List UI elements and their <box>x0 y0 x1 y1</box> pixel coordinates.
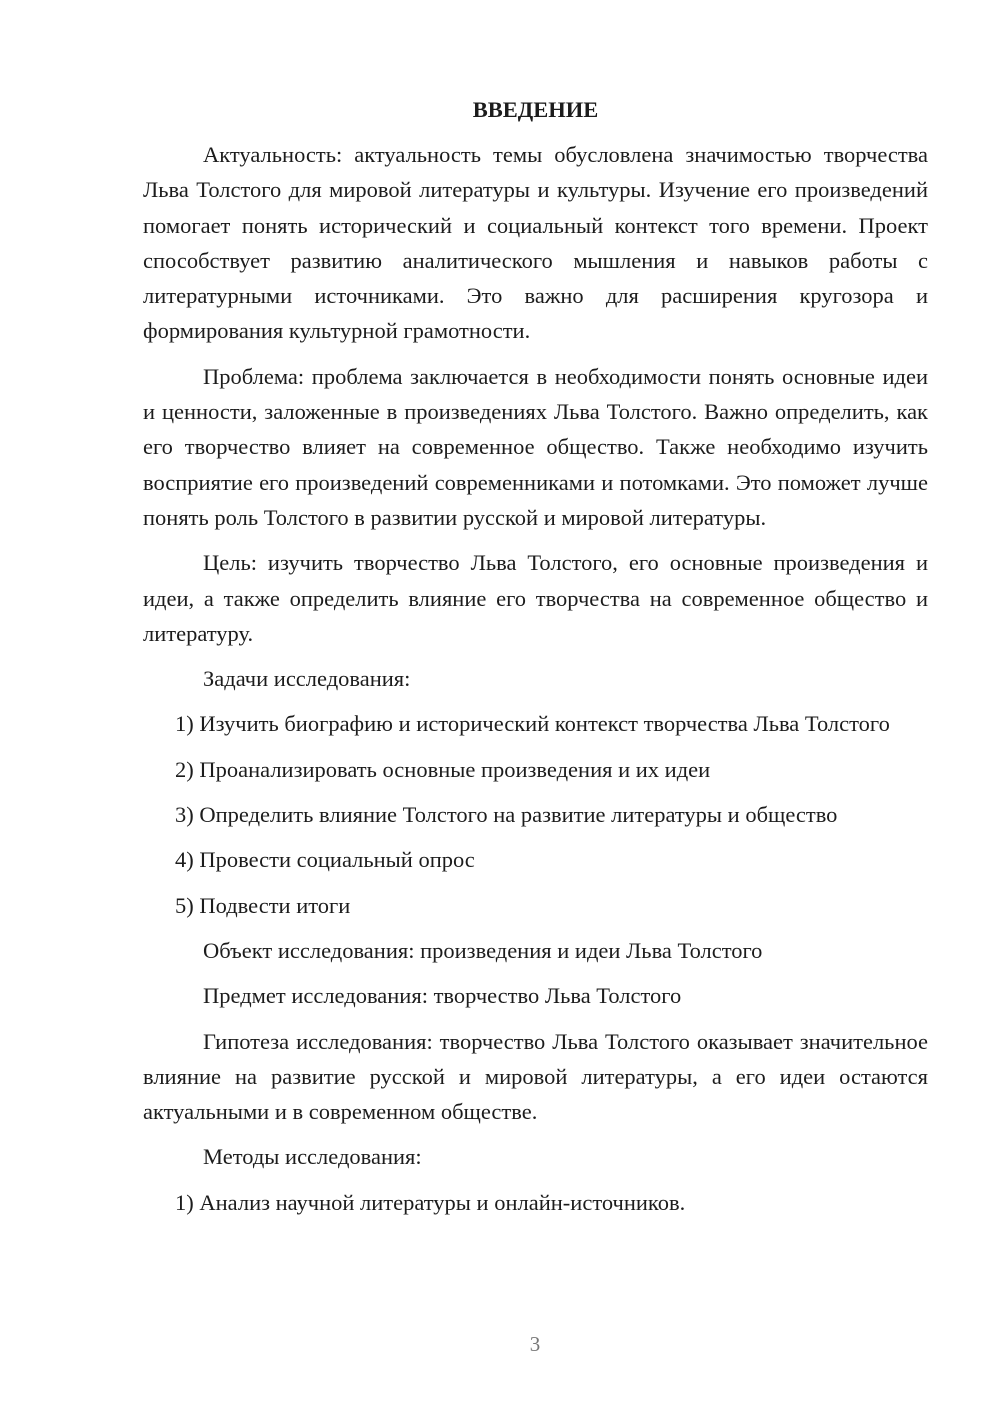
task-item-3: 3) Определить влияние Толстого на развитие литературы и общество <box>175 802 838 828</box>
tasks-title: Задачи исследования: <box>203 666 411 692</box>
hypothesis-paragraph: Гипотеза исследования: творчество Льва Толстого оказывает значительное влияние на развитие русской и мировой литературы, а его идеи остаются актуальными и в современном обществе. <box>143 1028 928 1125</box>
relevance-paragraph: Актуальность: актуальность темы обусловлена значимостью творчества Льва Толстого для мировой литературы и культуры. Изучение его произведений помогает понять исторический и социальный контекст того времени. Проект способствует развитию аналитического мышления и навыков работы с литературными источниками. Это важно для расширения кругозора и формирования культурной грамотности. <box>143 142 928 344</box>
research-subject: Предмет исследования: творчество Льва Толстого <box>203 983 682 1009</box>
task-item-4: 4) Провести социальный опрос <box>175 847 475 873</box>
task-item-5: 5) Подвести итоги <box>175 892 351 918</box>
section-heading: ВВЕДЕНИЕ <box>472 97 599 122</box>
page-number: 3 <box>529 1332 541 1356</box>
methods-title: Методы исследования: <box>203 1144 422 1170</box>
task-item-2: 2) Проанализировать основные произведения и их идеи <box>175 756 711 782</box>
task-item-1: 1) Изучить биографию и исторический контекст творчества Льва Толстого <box>175 711 890 737</box>
page-content <box>143 92 928 1230</box>
method-item-1: 1) Анализ научной литературы и онлайн-источников. <box>175 1189 686 1215</box>
research-object: Объект исследования: произведения и идеи Льва Толстого <box>203 937 763 963</box>
problem-paragraph: Проблема: проблема заключается в необходимости понять основные идеи и ценности, заложенные в произведениях Льва Толстого. Важно определить, как его творчество влияет на современное общество. Также необходимо изучить восприятие его произведений современниками и потомками. Это поможет лучше понять роль Толстого в развитии русской и мировой литературы. <box>143 363 928 530</box>
goal-paragraph: Цель: изучить творчество Льва Толстого, его основные произведения и идеи, а также определить влияние его творчества на современное общество и литературу. <box>143 550 928 646</box>
